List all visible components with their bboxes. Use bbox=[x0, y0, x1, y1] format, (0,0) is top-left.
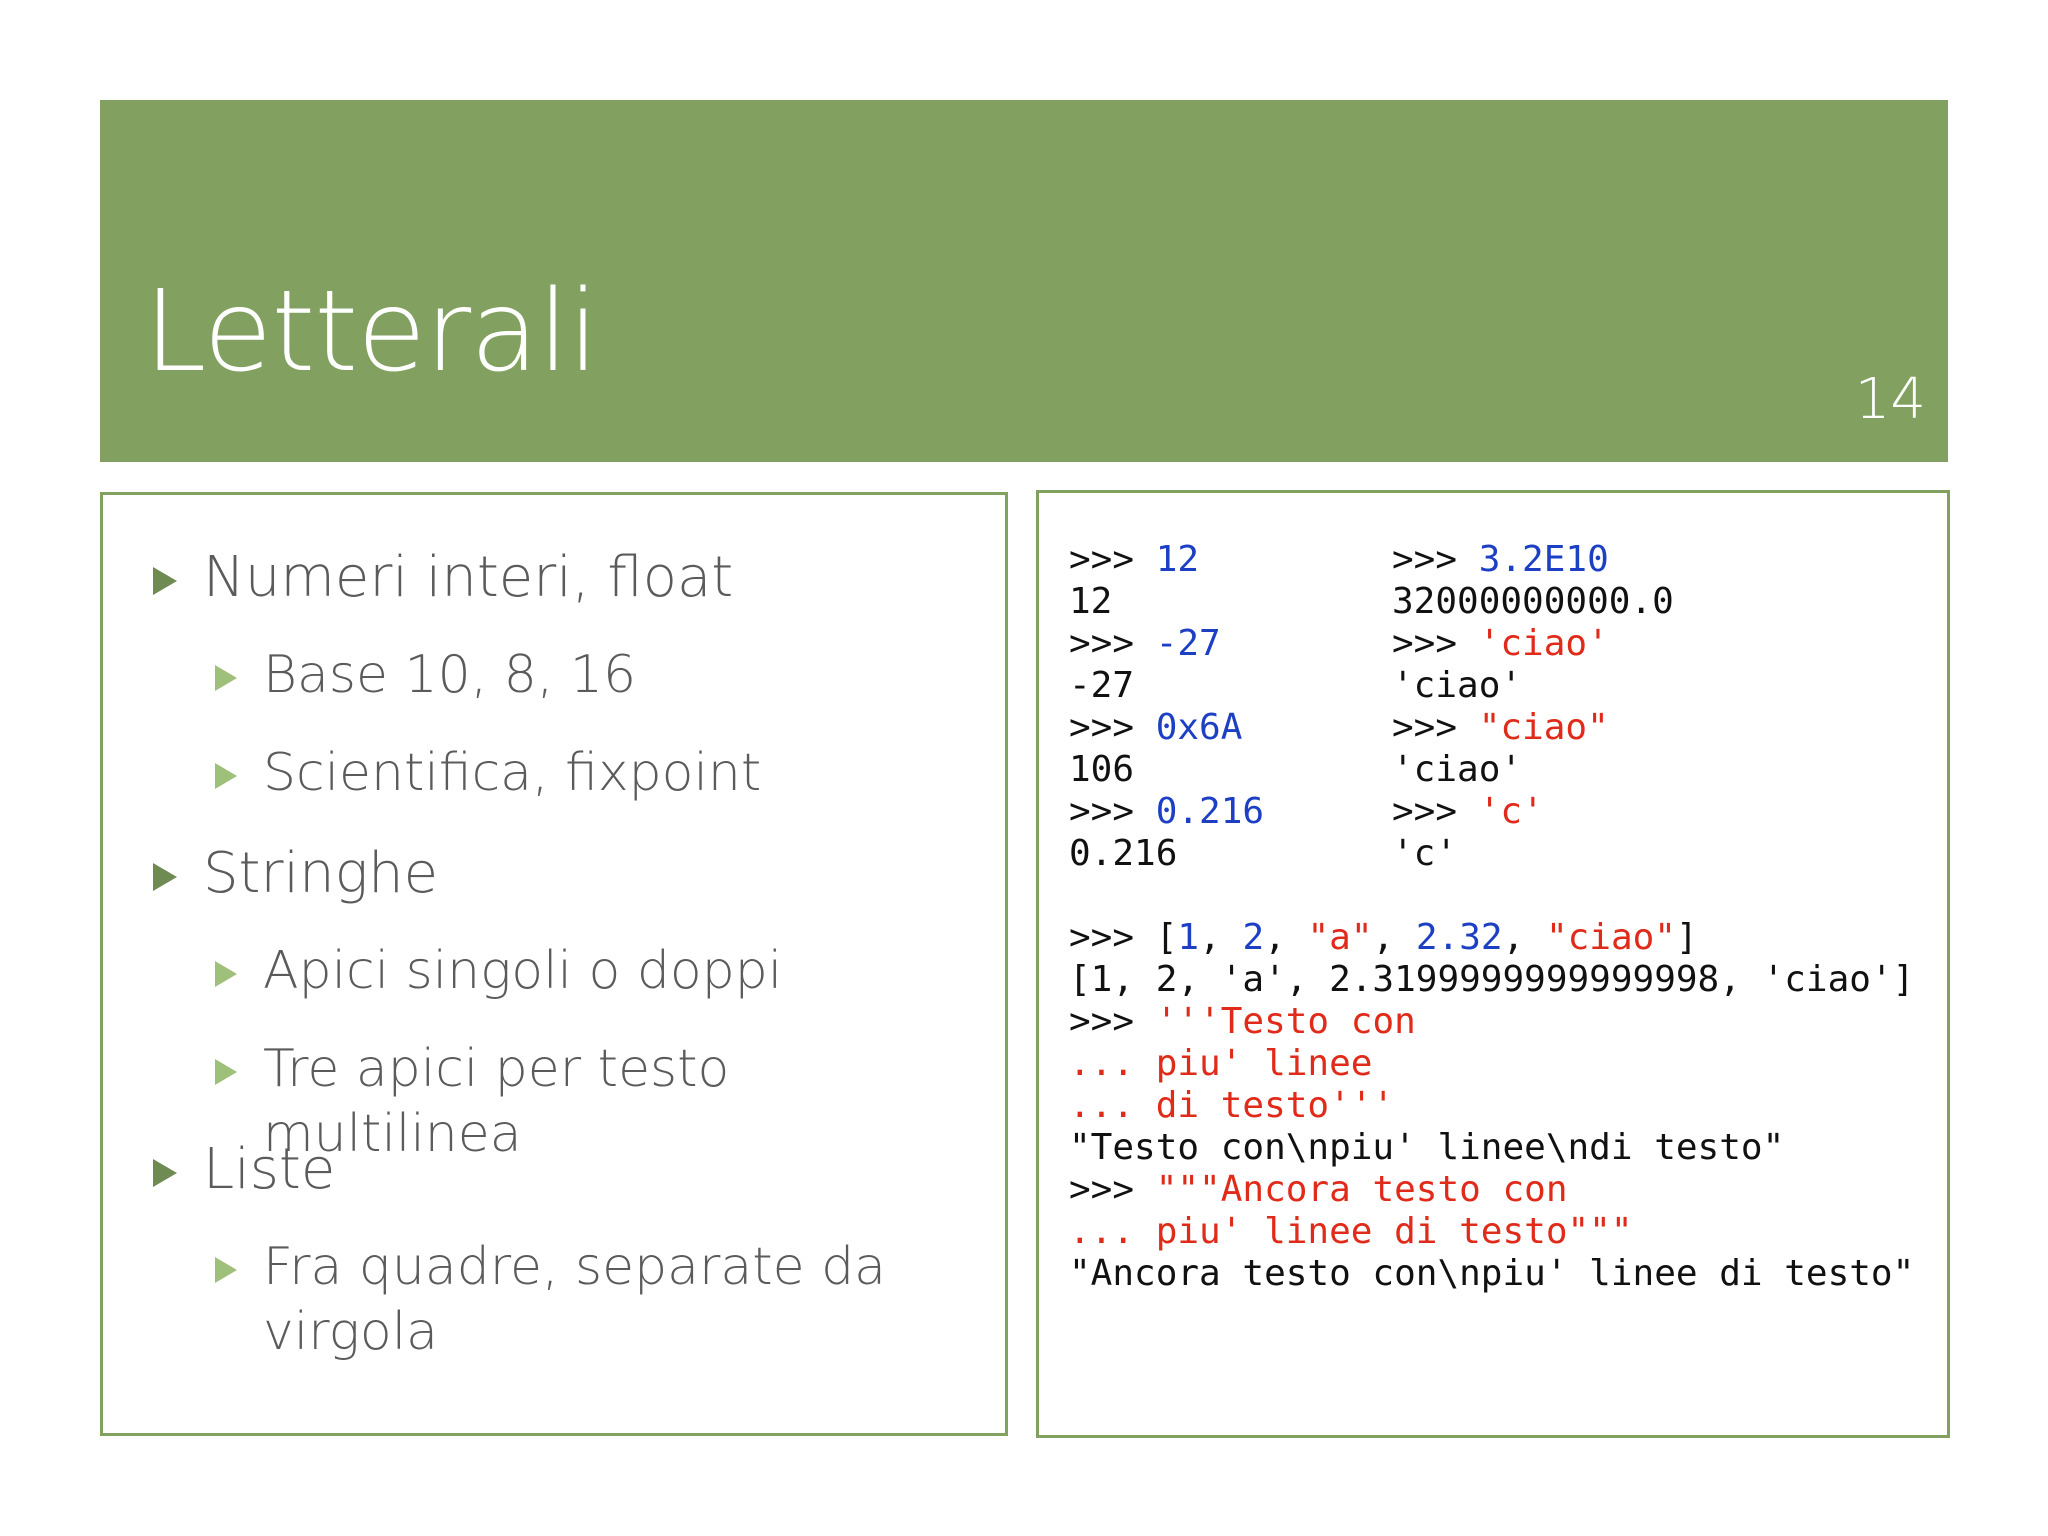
code-prompt: >>> bbox=[1069, 707, 1156, 748]
code-input: '''Testo con bbox=[1155, 1001, 1416, 1042]
code-line bbox=[1069, 707, 1264, 749]
code-list-item: 1 bbox=[1177, 917, 1200, 958]
bullet-base bbox=[215, 643, 636, 708]
code-line bbox=[1069, 1169, 1914, 1211]
code-line bbox=[1069, 749, 1264, 791]
code-output: 0.216 bbox=[1069, 833, 1178, 874]
code-list-item: "ciao" bbox=[1545, 917, 1676, 958]
code-line bbox=[1069, 1001, 1914, 1043]
code-line bbox=[1069, 1253, 1914, 1295]
triangle-bullet-icon bbox=[153, 863, 177, 891]
bullet-text: Liste bbox=[203, 1137, 336, 1202]
code-prompt: >>> bbox=[1392, 791, 1479, 832]
bullet-lists bbox=[153, 1135, 335, 1205]
bullet-panel bbox=[100, 492, 1008, 1436]
code-line bbox=[1069, 917, 1914, 959]
code-panel bbox=[1036, 490, 1950, 1438]
code-input: 0x6A bbox=[1155, 707, 1243, 748]
code-separator: , bbox=[1264, 917, 1308, 958]
code-prompt: >>> bbox=[1392, 539, 1479, 580]
triangle-bullet-icon bbox=[153, 1159, 177, 1187]
code-line bbox=[1392, 581, 1674, 623]
code-prompt: >>> bbox=[1069, 539, 1156, 580]
code-line bbox=[1392, 749, 1674, 791]
code-line bbox=[1069, 539, 1264, 581]
code-line bbox=[1392, 665, 1674, 707]
code-column-right bbox=[1392, 539, 1674, 875]
code-list-item: 2.32 bbox=[1415, 917, 1503, 958]
code-line bbox=[1069, 833, 1264, 875]
code-multiline-example bbox=[1069, 1001, 1914, 1295]
code-column-left bbox=[1069, 539, 1264, 875]
triangle-bullet-icon bbox=[153, 567, 177, 595]
code-line bbox=[1069, 1085, 1914, 1127]
code-line bbox=[1069, 1043, 1914, 1085]
code-line bbox=[1069, 791, 1264, 833]
code-input: 'c' bbox=[1478, 791, 1544, 832]
code-separator: , bbox=[1372, 917, 1416, 958]
triangle-bullet-icon bbox=[215, 1257, 237, 1283]
bullet-text: Tre apici per testo multilinea bbox=[263, 1039, 730, 1164]
code-bracket: [ bbox=[1155, 917, 1178, 958]
triangle-bullet-icon bbox=[215, 665, 237, 691]
code-line bbox=[1392, 539, 1674, 581]
code-input: -27 bbox=[1155, 623, 1221, 664]
bullet-text: Fra quadre, separate da virgola bbox=[263, 1237, 887, 1362]
code-output: 'ciao' bbox=[1392, 665, 1523, 706]
code-line bbox=[1069, 1211, 1914, 1253]
code-input: ... piu' linee bbox=[1069, 1043, 1373, 1084]
code-input: ... di testo''' bbox=[1069, 1085, 1395, 1126]
code-separator: , bbox=[1199, 917, 1243, 958]
bullet-text: Apici singoli o doppi bbox=[263, 941, 783, 1001]
code-list-example bbox=[1069, 917, 1914, 1001]
bullet-brackets bbox=[215, 1235, 963, 1365]
bullet-scientific bbox=[215, 741, 761, 806]
code-prompt: >>> bbox=[1392, 707, 1479, 748]
code-output: 'ciao' bbox=[1392, 749, 1523, 790]
code-input: 'ciao' bbox=[1478, 623, 1609, 664]
code-line bbox=[1392, 791, 1674, 833]
bullet-text: Numeri interi, float bbox=[203, 545, 734, 610]
code-line bbox=[1392, 623, 1674, 665]
triangle-bullet-icon bbox=[215, 961, 237, 987]
code-output: "Testo con\npiu' linee\ndi testo" bbox=[1069, 1127, 1785, 1168]
bullet-text: Base 10, 8, 16 bbox=[263, 645, 637, 705]
slide-number: 14 bbox=[1854, 367, 1926, 432]
code-output: 32000000000.0 bbox=[1392, 581, 1674, 622]
code-output: -27 bbox=[1069, 665, 1135, 706]
code-prompt: >>> bbox=[1069, 917, 1156, 958]
code-separator: , bbox=[1502, 917, 1546, 958]
code-output: 12 bbox=[1069, 581, 1113, 622]
code-output: [1, 2, 'a', 2.3199999999999998, 'ciao'] bbox=[1069, 959, 1915, 1000]
triangle-bullet-icon bbox=[215, 763, 237, 789]
code-prompt: >>> bbox=[1069, 1001, 1156, 1042]
bullet-quotes bbox=[215, 939, 782, 1004]
bullet-numbers bbox=[153, 543, 733, 613]
code-output: "Ancora testo con\npiu' linee di testo" bbox=[1069, 1253, 1915, 1294]
code-input: 12 bbox=[1155, 539, 1200, 580]
code-line bbox=[1392, 707, 1674, 749]
bullet-text: Scientifica, fixpoint bbox=[263, 743, 762, 803]
code-list-item: "a" bbox=[1307, 917, 1373, 958]
code-line bbox=[1392, 833, 1674, 875]
code-input: """Ancora testo con bbox=[1155, 1169, 1568, 1210]
code-line bbox=[1069, 623, 1264, 665]
code-line bbox=[1069, 959, 1914, 1001]
triangle-bullet-icon bbox=[215, 1059, 237, 1085]
code-bracket: ] bbox=[1675, 917, 1698, 958]
slide-title: Letterali bbox=[144, 267, 598, 397]
title-banner bbox=[100, 100, 1948, 462]
code-line bbox=[1069, 581, 1264, 623]
code-input: 0.216 bbox=[1155, 791, 1265, 832]
code-input: ... piu' linee di testo""" bbox=[1069, 1211, 1633, 1252]
code-line bbox=[1069, 1127, 1914, 1169]
code-list-item: 2 bbox=[1242, 917, 1265, 958]
code-input: "ciao" bbox=[1478, 707, 1609, 748]
code-output: 'c' bbox=[1392, 833, 1458, 874]
bullet-strings bbox=[153, 839, 438, 909]
code-output: 106 bbox=[1069, 749, 1135, 790]
code-prompt: >>> bbox=[1069, 623, 1156, 664]
code-prompt: >>> bbox=[1069, 1169, 1156, 1210]
code-line bbox=[1069, 665, 1264, 707]
bullet-text: Stringhe bbox=[203, 841, 439, 906]
code-prompt: >>> bbox=[1392, 623, 1479, 664]
code-prompt: >>> bbox=[1069, 791, 1156, 832]
code-input: 3.2E10 bbox=[1478, 539, 1609, 580]
